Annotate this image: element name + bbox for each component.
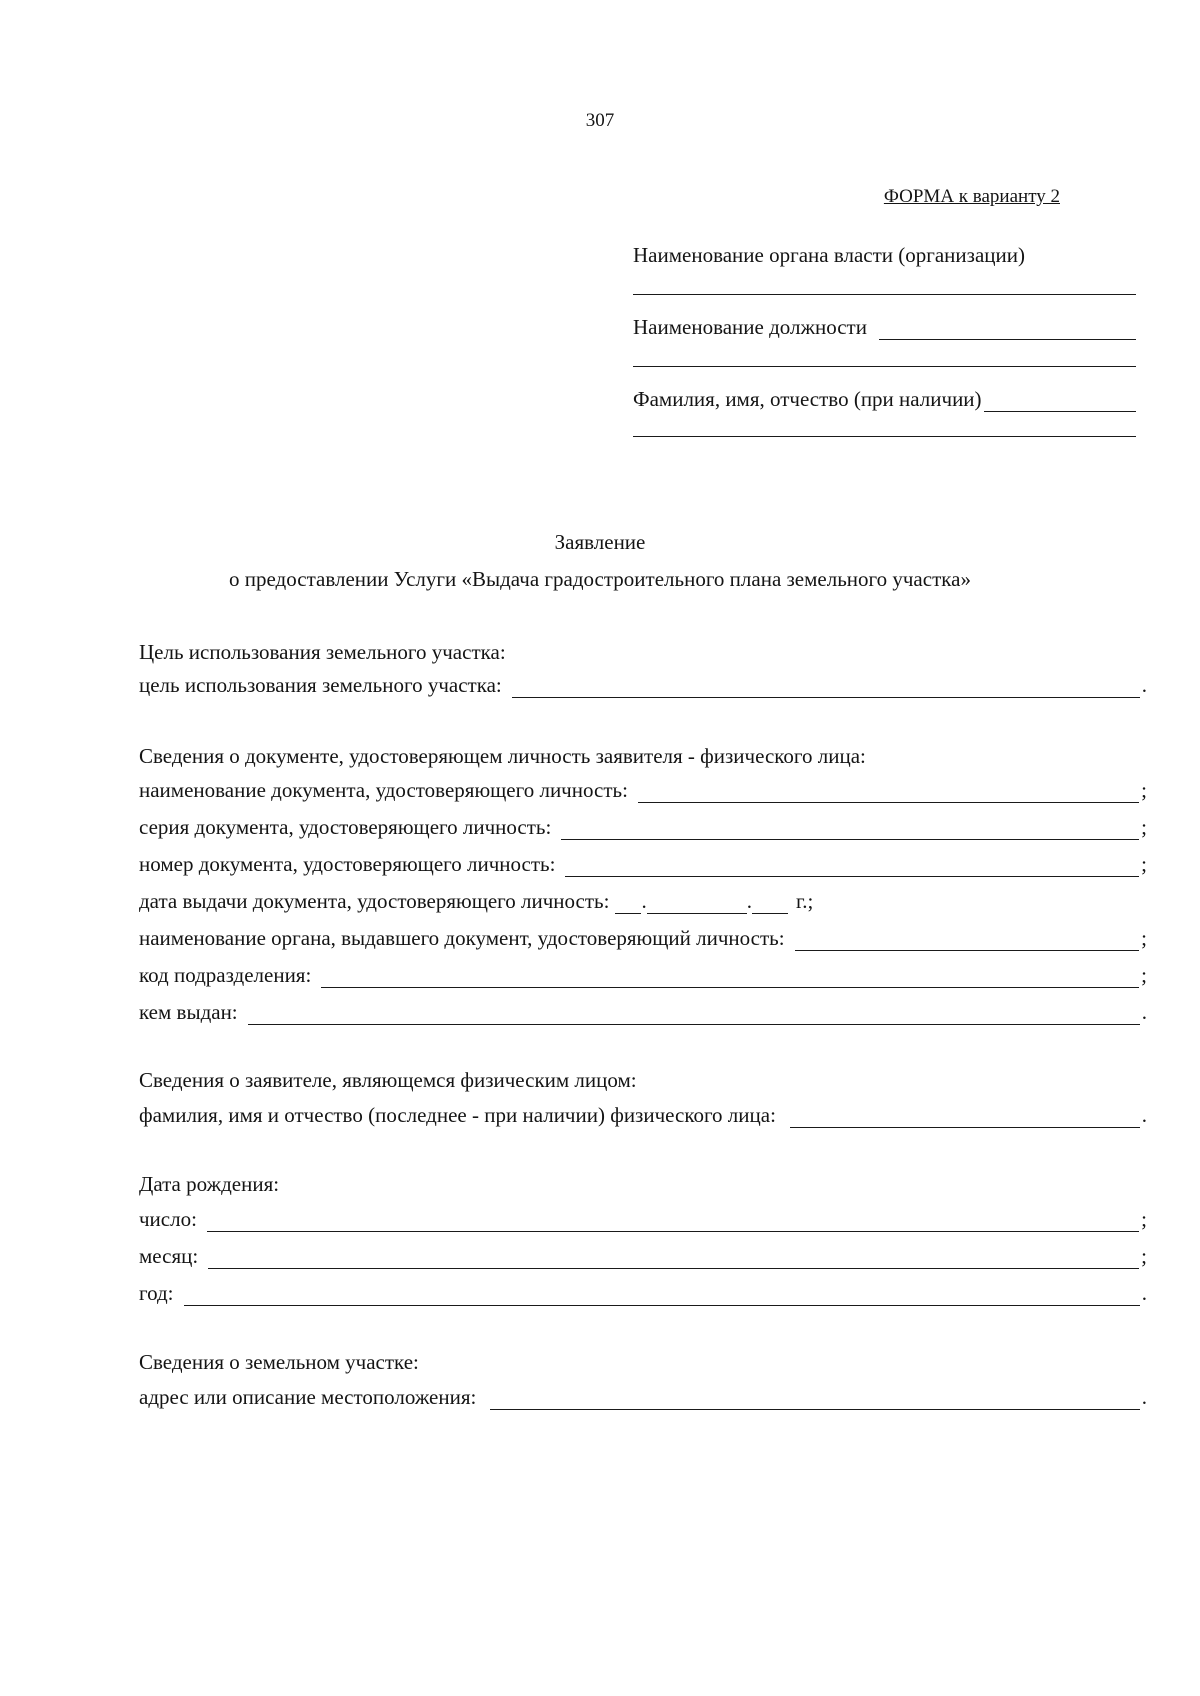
issued-by-label: кем выдан:: [139, 1000, 238, 1024]
position-line: [633, 312, 1136, 340]
purpose-label: цель использования земельного участка:: [139, 673, 502, 697]
division-code-field[interactable]: [321, 967, 1139, 988]
division-code-label: код подразделения:: [139, 963, 312, 987]
doc-name-label: наименование документа, удостоверяющего личность:: [139, 778, 628, 802]
birth-year-field[interactable]: [184, 1285, 1140, 1306]
birth-month-label: месяц:: [139, 1244, 199, 1268]
form-variant-label: ФОРМА к варианту 2: [883, 186, 1060, 207]
document-title: Заявление: [554, 530, 646, 554]
purpose-row: [139, 668, 1147, 698]
applicant-name-label: фамилия, имя и отчество (последнее - при наличии) физического лица:: [139, 1103, 776, 1127]
doc-series-field[interactable]: [561, 819, 1139, 840]
doc-issue-date-suffix: г.;: [795, 889, 814, 913]
doc-issuer-end: ;: [1141, 926, 1147, 950]
doc-name-field[interactable]: [638, 782, 1139, 803]
doc-series-label: серия документа, удостоверяющего личность:: [139, 815, 552, 839]
land-address-row: [139, 1380, 1147, 1410]
full-name-line: [633, 384, 1136, 412]
purpose-heading: Цель использования земельного участка:: [139, 640, 506, 664]
doc-issuer-label: наименование органа, выдавшего документ, удостоверяющий личность:: [139, 926, 785, 950]
doc-issue-month-field[interactable]: [647, 893, 747, 914]
birth-day-row: [139, 1202, 1147, 1232]
birth-month-end: ;: [1141, 1244, 1147, 1268]
doc-number-label: номер документа, удостоверяющего личность:: [139, 852, 556, 876]
division-code-end: ;: [1141, 963, 1147, 987]
doc-issue-date-label: дата выдачи документа, удостоверяющего личность:: [139, 889, 610, 913]
doc-issue-date-row: [139, 884, 813, 914]
position-label: Наименование должности: [633, 315, 867, 339]
issued-by-row: [139, 995, 1147, 1025]
birth-day-label: число:: [139, 1207, 197, 1231]
issued-by-field[interactable]: [248, 1004, 1140, 1025]
birth-month-row: [139, 1239, 1147, 1269]
applicant-heading: Сведения о заявителе, являющемся физическим лицом:: [139, 1068, 637, 1092]
purpose-end: .: [1141, 673, 1147, 697]
doc-series-end: ;: [1141, 815, 1147, 839]
full-name-field[interactable]: [984, 391, 1136, 412]
division-code-row: [139, 958, 1147, 988]
birth-month-field[interactable]: [208, 1248, 1139, 1269]
applicant-name-row: [139, 1098, 1147, 1128]
applicant-name-end: .: [1141, 1103, 1147, 1127]
birth-day-field[interactable]: [207, 1211, 1139, 1232]
addressee-block: [633, 240, 1136, 450]
birth-year-row: [139, 1276, 1147, 1306]
full-name-field-continued[interactable]: [633, 436, 1136, 437]
doc-number-row: [139, 847, 1147, 877]
land-address-label: адрес или описание местоположения:: [139, 1385, 477, 1409]
doc-name-row: [139, 773, 1147, 803]
doc-issue-year-field[interactable]: [752, 893, 788, 914]
authority-label: Наименование органа власти (организации): [633, 243, 1025, 267]
land-address-end: .: [1141, 1385, 1147, 1409]
identity-heading: Сведения о документе, удостоверяющем личность заявителя - физического лица:: [139, 744, 866, 768]
position-field-continued[interactable]: [633, 366, 1136, 367]
doc-number-field[interactable]: [565, 856, 1139, 877]
doc-issuer-row: [139, 921, 1147, 951]
doc-issuer-field[interactable]: [795, 930, 1140, 951]
document-subtitle: о предоставлении Услуги «Выдача градостроительного плана земельного участка»: [229, 567, 971, 591]
doc-issue-date-dot-1: .: [641, 889, 647, 913]
doc-number-end: ;: [1141, 852, 1147, 876]
authority-field[interactable]: [633, 294, 1136, 295]
purpose-field[interactable]: [512, 677, 1140, 698]
page-number: 307: [585, 110, 615, 131]
doc-series-row: [139, 810, 1147, 840]
doc-issue-day-field[interactable]: [615, 893, 641, 914]
land-address-field[interactable]: [490, 1389, 1139, 1410]
authority-line: [633, 240, 1136, 268]
full-name-label: Фамилия, имя, отчество (при наличии): [633, 387, 982, 411]
land-heading: Сведения о земельном участке:: [139, 1350, 419, 1374]
issued-by-end: .: [1141, 1000, 1147, 1024]
birth-heading: Дата рождения:: [139, 1172, 280, 1196]
applicant-name-field[interactable]: [790, 1107, 1140, 1128]
doc-name-end: ;: [1141, 778, 1147, 802]
doc-issue-date-dot-2: .: [746, 889, 752, 913]
birth-year-end: .: [1141, 1281, 1147, 1305]
birth-day-end: ;: [1141, 1207, 1147, 1231]
birth-year-label: год:: [139, 1281, 174, 1305]
position-field[interactable]: [879, 319, 1136, 340]
